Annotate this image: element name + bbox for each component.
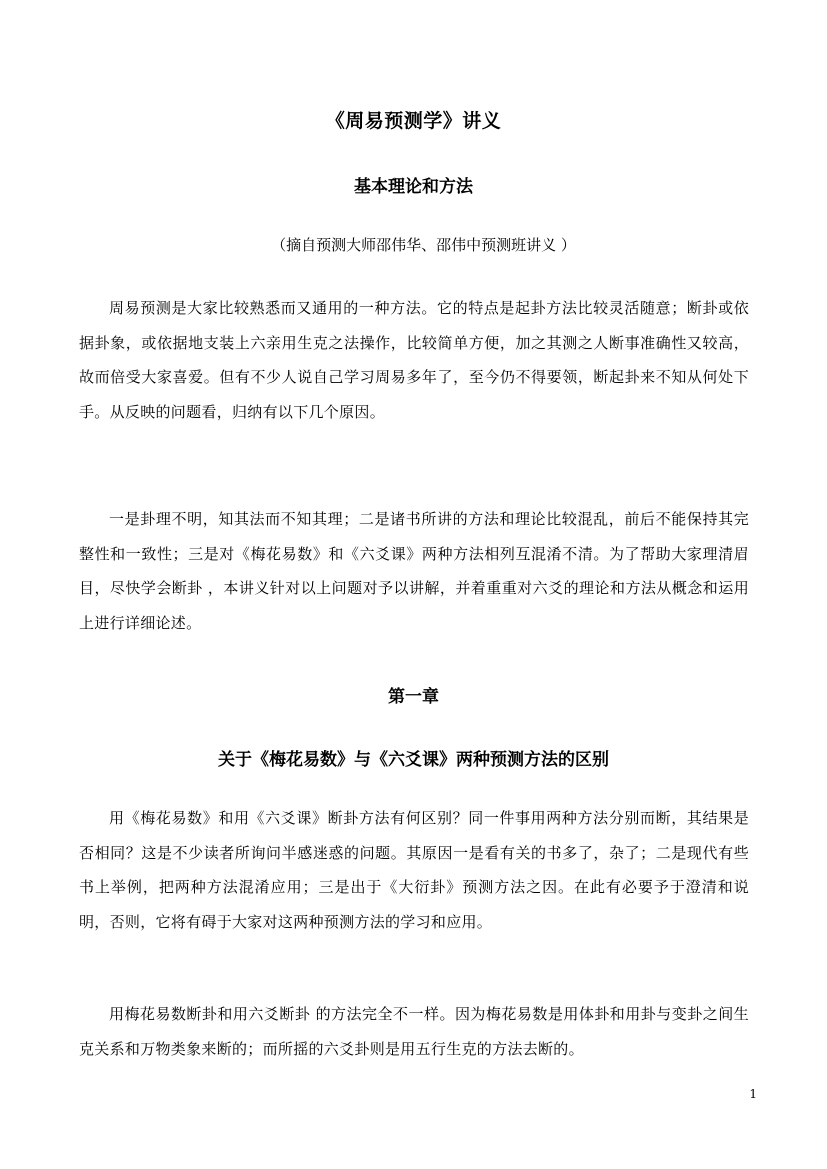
page-number: 1 [749, 1087, 757, 1101]
chapter-paragraph-1: 用《梅花易数》和用《六爻课》断卦方法有何区别？同一件事用两种方法分别而断，其结果是否相同？这是不少读者所询问半感迷惑的问题。其原因一是看有关的书多了，杂了；二是现代有些书上举例，把两种方法混淆应用；三是出于《大衍卦》预测方法之因。在此有必要予于澄清和说明，否则，它将有碍于大家对这两种预测方法的学习和应用。 [79, 809, 749, 931]
chapter-paragraph-2: 用梅花易数断卦和用六爻断卦 的方法完全不一样。因为梅花易数是用体卦和用卦与变卦之间生克关系和万物类象来断的；而所摇的六爻卦则是用五行生克的方法去断的。 [79, 1005, 749, 1058]
document-title: 《周易预测学》讲义 [325, 110, 502, 132]
document-subtitle: 基本理论和方法 [354, 177, 473, 197]
intro-paragraph-2: 一是卦理不明，知其法而不知其理；二是诸书所讲的方法和理论比较混乱，前后不能保持其完整性和一致性；三是对《梅花易数》和《六爻课》两种方法相列互混淆不清。为了帮助大家理清眉目，尽快学会断卦 ，本讲义针对以上问题对予以讲解，并着重重对六爻的理论和方法从概念和运用上进行详细论述。 [79, 510, 749, 632]
intro-paragraph-1: 周易预测是大家比较熟悉而又通用的一种方法。它的特点是起卦方法比较灵活随意；断卦或依据卦象，或依据地支装上六亲用生克之法操作，比较简单方便，加之其测之人断事准确性又较高，故而倍受大家喜爱。但有不少人说自己学习周易多年了，至今仍不得要领，断起卦来不知从何处下手。从反映的问题看，归纳有以下几个原因。 [79, 299, 749, 421]
chapter-title: 关于《梅花易数》与《六爻课》两种预测方法的区别 [218, 750, 609, 770]
chapter-number: 第一章 [388, 687, 439, 707]
source-note: （摘自预测大师邵伟华、邵伟中预测班讲义 ） [271, 236, 576, 254]
